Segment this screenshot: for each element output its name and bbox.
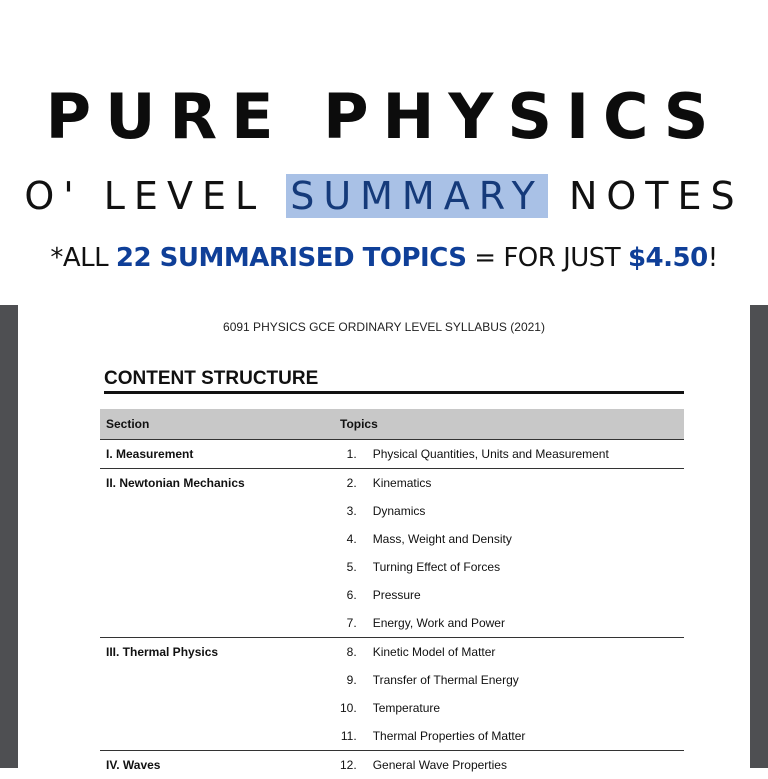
table-row xyxy=(100,497,684,525)
topic-number: 10. xyxy=(330,694,367,722)
section-cell: II. Newtonian Mechanics xyxy=(100,469,330,498)
topic-number: 4. xyxy=(330,525,367,553)
table-row xyxy=(100,469,684,498)
topic-number: 5. xyxy=(330,553,367,581)
topic-number: 6. xyxy=(330,581,367,609)
table-row xyxy=(100,440,684,469)
section-cell xyxy=(100,497,330,525)
topic-number: 9. xyxy=(330,666,367,694)
table-body xyxy=(100,440,684,779)
section-cell xyxy=(100,694,330,722)
topic-name: Turning Effect of Forces xyxy=(367,553,684,581)
banner-title: PURE PHYSICS xyxy=(0,82,768,152)
viewer-right-margin xyxy=(750,305,768,768)
topic-name: Dynamics xyxy=(367,497,684,525)
topic-number: 8. xyxy=(330,638,367,667)
table-row xyxy=(100,553,684,581)
promo-end: ! xyxy=(708,243,718,273)
topic-number: 3. xyxy=(330,497,367,525)
topic-name: Physical Quantities, Units and Measurement xyxy=(367,440,684,469)
topic-number: 7. xyxy=(330,609,367,638)
promo-price: $4.50 xyxy=(628,243,708,273)
table-row xyxy=(100,751,684,779)
topic-name: Energy, Work and Power xyxy=(367,609,684,638)
section-cell: III. Thermal Physics xyxy=(100,638,330,667)
promo-prefix: *ALL xyxy=(50,243,116,273)
section-cell: I. Measurement xyxy=(100,440,330,469)
table-row xyxy=(100,694,684,722)
table-row xyxy=(100,722,684,751)
subtitle-prefix: O' LEVEL xyxy=(24,174,286,218)
content-structure-heading: CONTENT STRUCTURE xyxy=(104,368,318,390)
topic-number: 2. xyxy=(330,469,367,498)
topic-number: 1. xyxy=(330,440,367,469)
promo-middle: = FOR JUST xyxy=(467,243,628,273)
section-cell: IV. Waves xyxy=(100,751,330,779)
topic-name: Thermal Properties of Matter xyxy=(367,722,684,751)
promo-line xyxy=(0,240,768,276)
viewer-left-margin xyxy=(0,305,18,768)
table-row xyxy=(100,525,684,553)
banner-subtitle xyxy=(0,172,768,220)
topic-number: 11. xyxy=(330,722,367,751)
document-page xyxy=(18,305,750,768)
content-structure-table xyxy=(100,409,684,779)
topic-name: Kinetic Model of Matter xyxy=(367,638,684,667)
heading-rule xyxy=(104,391,684,394)
topic-number: 12. xyxy=(330,751,367,779)
promo-topics-count: 22 SUMMARISED TOPICS xyxy=(116,243,467,273)
topic-name: General Wave Properties xyxy=(367,751,684,779)
table-row xyxy=(100,638,684,667)
subtitle-suffix: NOTES xyxy=(548,174,744,218)
column-header-topics: Topics xyxy=(330,409,684,440)
document-header: 6091 PHYSICS GCE ORDINARY LEVEL SYLLABUS (2021) xyxy=(18,320,750,334)
section-cell xyxy=(100,553,330,581)
topic-name: Transfer of Thermal Energy xyxy=(367,666,684,694)
table-header-row xyxy=(100,409,684,440)
topic-name: Pressure xyxy=(367,581,684,609)
topic-name: Mass, Weight and Density xyxy=(367,525,684,553)
topic-name: Temperature xyxy=(367,694,684,722)
section-cell xyxy=(100,609,330,638)
section-cell xyxy=(100,581,330,609)
table-row xyxy=(100,666,684,694)
section-cell xyxy=(100,525,330,553)
subtitle-highlight: SUMMARY xyxy=(286,174,548,218)
section-cell xyxy=(100,722,330,751)
topic-name: Kinematics xyxy=(367,469,684,498)
promo-banner xyxy=(0,0,768,305)
section-cell xyxy=(100,666,330,694)
table-row xyxy=(100,609,684,638)
column-header-section: Section xyxy=(100,409,330,440)
table-row xyxy=(100,581,684,609)
